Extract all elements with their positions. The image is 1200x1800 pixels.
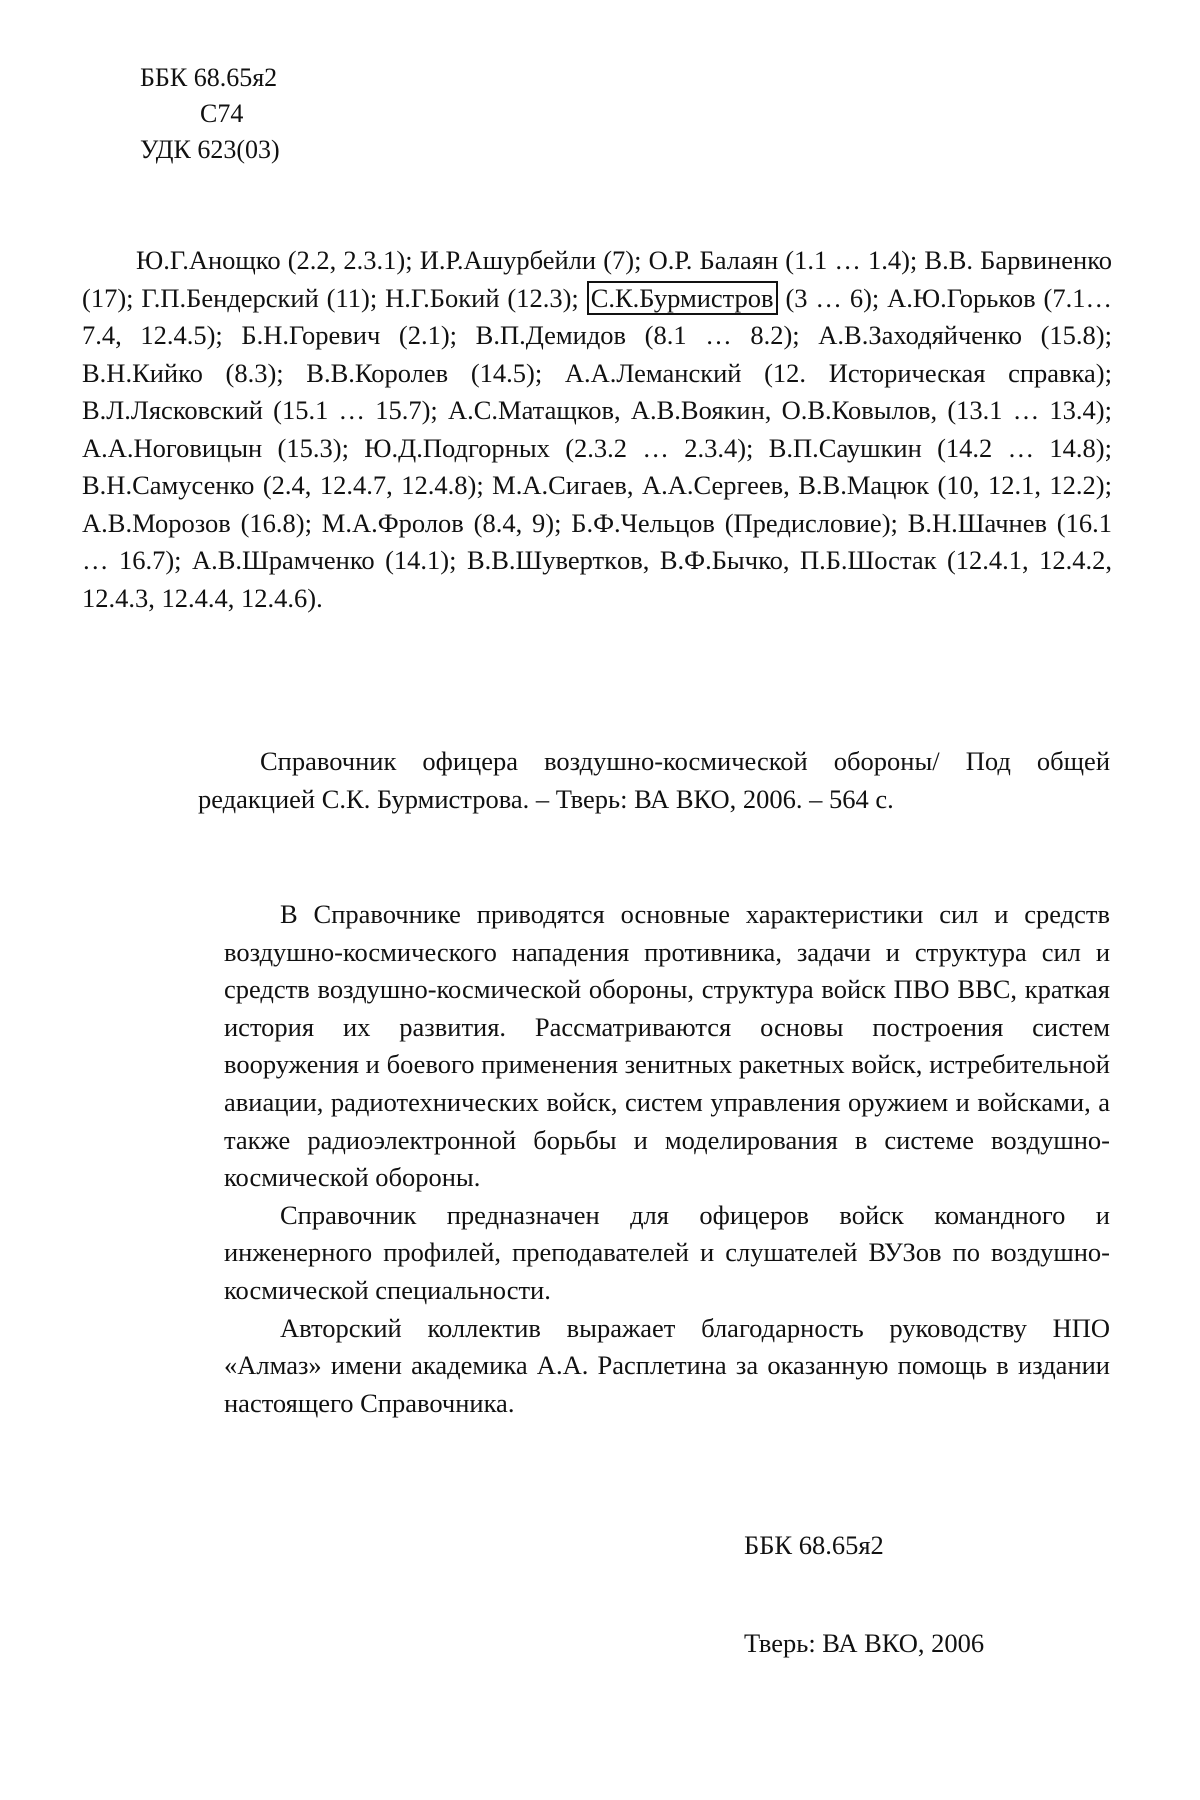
classification-block [140,60,280,168]
authors-part-2: (3 … 6); А.Ю.Горьков (7.1…7.4, 12.4.5); Б.Н.Горевич (2.1); В.П.Демидов (8.1 … 8.2); А.В.Заходяйченко (15.8); В.Н.Кийко (8.3); В.В.Королев (14.5); А.А.Леманский (12. Историческая справка); В.Л.Лясковский (15.1 … 15.7); А.С.Матащков, А.В.Воякин, О.В.Ковылов, (13.1 … 13.4); А.А.Ноговицын (15.3); Ю.Д.Подгорных (2.3.2 … 2.3.4); В.П.Саушкин (14.2 … 14.8); В.Н.Самусенко (2.4, 12.4.7, 12.4.8); М.А.Сигаев, А.А.Сергеев, В.В.Мацюк (10, 12.1, 12.2); А.В.Морозов (16.8); М.А.Фролов (8.4, 9); Б.Ф.Чельцов (Предисловие); В.Н.Шачнев (16.1 … 16.7); А.В.Шрамченко (14.1); В.В.Шуверткoв, В.Ф.Бычко, П.Б.Шостак (12.4.1, 12.4.2, 12.4.3, 12.4.4, 12.4.6). [82,282,1112,613]
abstract [224,896,1110,1422]
bibliographic-citation: Справочник офицера воздушно-космической обороны/ Под общей редакцией С.К. Бурмистрова. – Тверь: ВА ВКО, 2006. – 564 с. [198,746,1110,814]
abstract-paragraph: В Справочнике приводятся основные характеристики сил и средств воздушно-космического нападения противника, задачи и структура сил и средств воздушно-космической обороны, структура войск ПВО ВВС, краткая история их развития. Рассматриваются основы построения систем вооружения и боевого применения зенитных ракетных войск, истребительной авиации, радиотехнических войск, систем управления оружием и войсками, а также радиоэлектронной борьбы и моделирования в системе воздушно-космической обороны. [224,899,1110,1193]
authors-list [82,242,1112,617]
footer-bbk-code: ББК 68.65я2 [744,1530,884,1560]
authors-part-1: Ю.Г.Анощко (2.2, 2.3.1); И.Р.Ашурбейли (7); О.Р. Балаян (1.1 … 1.4); В.В. Барвиненко (17); Г.П.Бендерский (11); Н.Г.Бокий (12.3); [82,245,1112,313]
editor-name-boxed: С.К.Бурмистров [587,281,778,315]
bbk-code: ББК 68.65я2 [140,63,278,92]
abstract-paragraph: Справочник предназначен для офицеров войск командного и инженерного профилей, преподавателей и слушателей ВУЗов по воздушно-космической специальности. [224,1199,1110,1305]
author-mark: С74 [200,99,244,128]
udk-code: УДК 623(03) [140,135,280,164]
abstract-paragraph: Авторский коллектив выражает благодарность руководству НПО «Алмаз» имени академика А.А. Расплетина за оказанную помощь в издании настоящего Справочника. [224,1312,1110,1418]
footer-imprint: Тверь: ВА ВКО, 2006 [744,1628,985,1658]
